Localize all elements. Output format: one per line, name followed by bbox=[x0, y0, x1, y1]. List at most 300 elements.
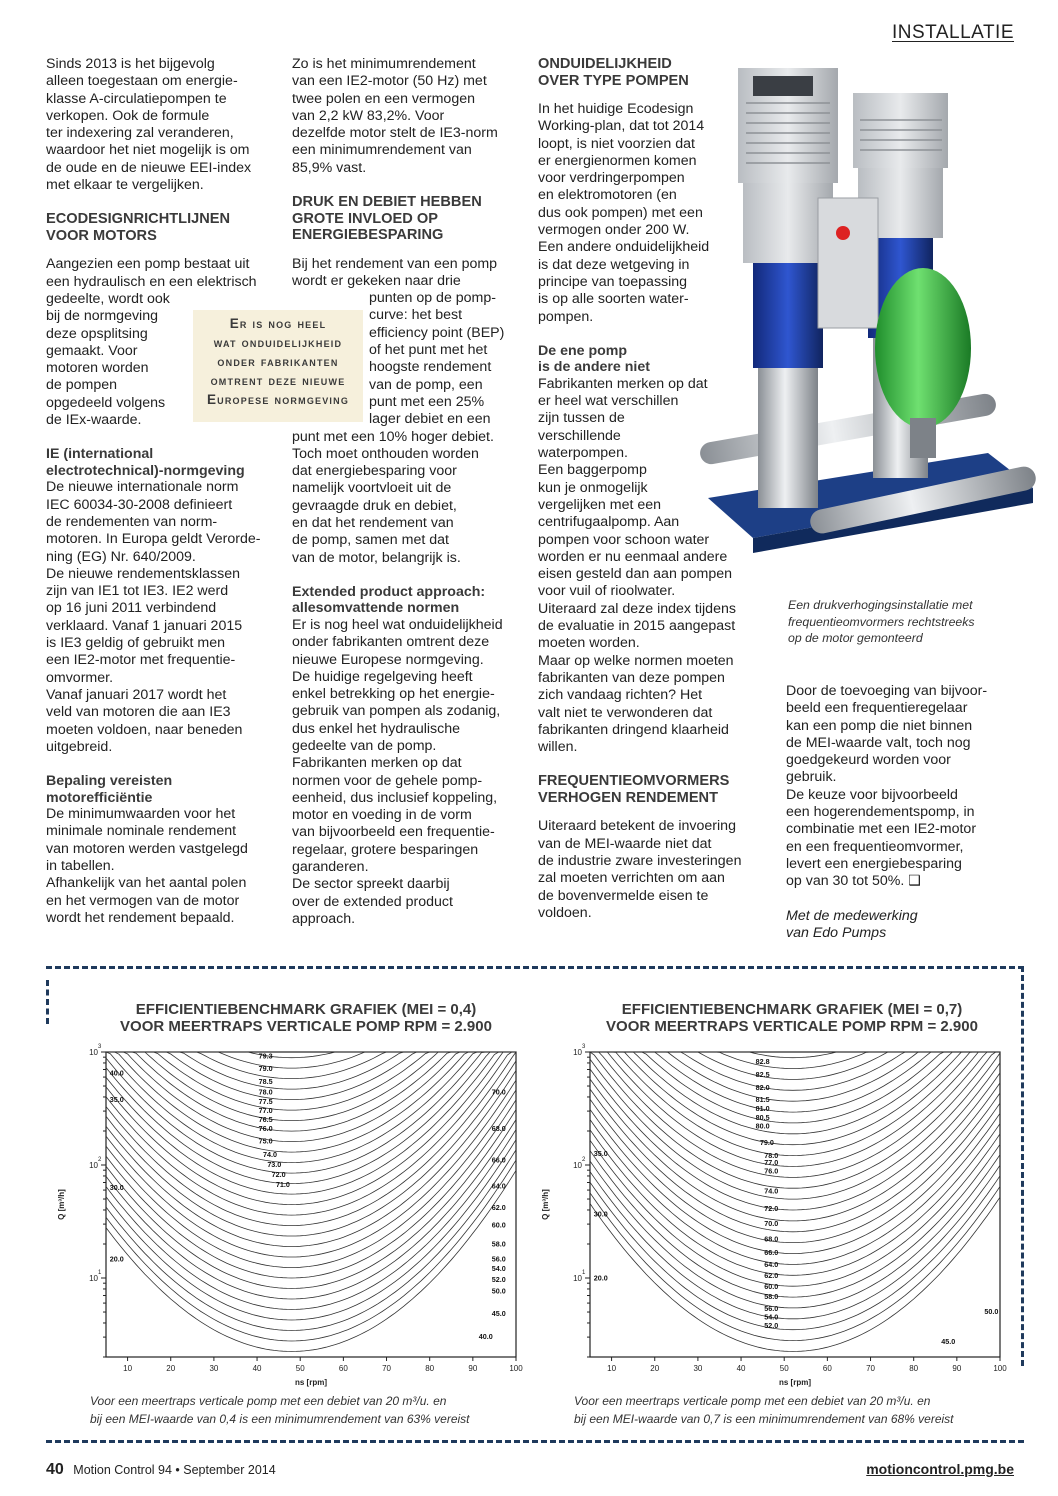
text-line: op van 30 tot 50%. ❑ bbox=[786, 873, 921, 890]
contour-line bbox=[590, 1197, 1000, 1351]
text-line: Europese normgeving bbox=[206, 392, 350, 407]
text-line: Extended product approach: bbox=[292, 583, 486, 600]
text-line: electrotechnical)-normgeving bbox=[46, 462, 245, 479]
text-line: dezelfde motor stelt de IE3-norm bbox=[292, 125, 498, 142]
text-line: normen voor de gehele pomp- bbox=[292, 772, 483, 789]
c1-p2a bbox=[46, 256, 271, 291]
section-tag: INSTALLATIE bbox=[892, 22, 1014, 43]
contour-label: 45.0 bbox=[941, 1337, 956, 1347]
text-line: namelijk voortvloeit uit de bbox=[292, 480, 452, 497]
contour-label: 75.0 bbox=[258, 1136, 273, 1146]
text-line: hoogste rendement bbox=[369, 359, 492, 376]
credit bbox=[786, 908, 1018, 943]
text-line: en elektromotoren (en bbox=[538, 187, 677, 204]
x-tick-label: 50 bbox=[295, 1364, 305, 1373]
text-line: van de MEI-waarde niet dat bbox=[538, 835, 712, 852]
chart-mei-0-7 bbox=[530, 1042, 1010, 1387]
contour-label: 72.0 bbox=[764, 1204, 779, 1214]
contour-line bbox=[106, 1160, 516, 1341]
text-line: er heel wat verschillen bbox=[538, 393, 679, 410]
text-line: fabrikanten dringend klaarheid bbox=[538, 721, 729, 738]
c3-p3 bbox=[538, 818, 753, 922]
contour-line bbox=[106, 1052, 516, 1173]
text-line: verkopen. Ook de formule bbox=[46, 107, 210, 124]
text-line: combinatie met een IE2-motor bbox=[786, 821, 977, 838]
text-line: voor verdringerpompen bbox=[538, 170, 685, 187]
text-line: Afhankelijk van het aantal polen bbox=[46, 875, 247, 892]
text-line: vermogen onder 200 W. bbox=[538, 222, 690, 239]
contour-line bbox=[106, 1052, 516, 1226]
text-line: van motoren werden vastgelegd bbox=[46, 840, 248, 857]
text-line: van de motor, belangrijk is. bbox=[292, 549, 461, 566]
text-line: de MEI-waarde valt, toch nog bbox=[786, 734, 971, 751]
heading-frequentieomvormers bbox=[538, 773, 753, 806]
c1-p4 bbox=[46, 806, 271, 927]
text-line: van een IE2-motor (50 Hz) met bbox=[292, 73, 487, 90]
contour-line bbox=[106, 1052, 516, 1163]
x-tick-label: 50 bbox=[779, 1364, 789, 1373]
text-line: motor en voeding in de vorm bbox=[292, 807, 472, 824]
text-line: In het huidige Ecodesign bbox=[538, 101, 694, 117]
contour-label: 62.0 bbox=[764, 1271, 779, 1281]
text-line: pompen. bbox=[538, 308, 594, 325]
text-line: zijn tussen de bbox=[538, 410, 625, 427]
text-line: van Edo Pumps bbox=[786, 924, 887, 941]
chart-1-caption bbox=[90, 1392, 530, 1428]
contour-label: 77.0 bbox=[258, 1105, 273, 1115]
text-line: een IE2-motor met frequentie- bbox=[46, 652, 236, 669]
text-line: GROTE INVLOED OP bbox=[292, 210, 438, 227]
contour-line bbox=[106, 1170, 516, 1351]
contour-label: 70.0 bbox=[764, 1218, 779, 1228]
y-tick-label: 10 bbox=[573, 1048, 582, 1057]
x-tick-label: 40 bbox=[252, 1364, 262, 1373]
y-axis-label: Q [m³/h] bbox=[57, 1189, 66, 1220]
x-tick-label: 90 bbox=[468, 1364, 478, 1373]
text-line: voor vuil of rioolwater. bbox=[538, 583, 676, 600]
text-line: dus ook pompen) met een bbox=[538, 204, 703, 221]
contour-label: 81.5 bbox=[755, 1095, 770, 1105]
text-line: moeten worden. bbox=[538, 635, 640, 652]
text-line: OVER TYPE POMPEN bbox=[538, 72, 689, 89]
text-line: kan een pomp die niet binnen bbox=[786, 717, 973, 734]
y-tick-exponent: 2 bbox=[98, 1157, 102, 1164]
contour-label: 56.0 bbox=[491, 1254, 506, 1264]
contour-label: 35.0 bbox=[593, 1149, 608, 1159]
contour-label: 54.0 bbox=[491, 1264, 506, 1274]
text-line: opgedeeld volgens bbox=[46, 394, 166, 411]
text-line: gebruik. bbox=[786, 769, 837, 786]
contour-line bbox=[106, 1052, 516, 1100]
text-line: dat energiebesparing voor bbox=[292, 463, 457, 480]
c2-p2c bbox=[292, 429, 517, 567]
text-line: VERHOGEN RENDEMENT bbox=[538, 789, 719, 806]
text-line: omtrent deze nieuwe bbox=[210, 373, 346, 388]
contour-label: 76.5 bbox=[258, 1115, 273, 1125]
x-tick-label: 10 bbox=[607, 1364, 617, 1373]
chart-mei-0-4 bbox=[46, 1042, 526, 1387]
text-line: alleen toegestaan om energie- bbox=[46, 73, 238, 90]
text-line: fabrikanten van deze pompen bbox=[538, 669, 725, 686]
contour-label: 64.0 bbox=[764, 1260, 779, 1270]
text-line: pompen voor schoon water bbox=[538, 531, 710, 548]
text-line: Uiteraard zal deze index tijdens bbox=[538, 600, 736, 617]
y-axis-label: Q [m³/h] bbox=[541, 1189, 550, 1220]
text-line: wat onduidelijkheid bbox=[213, 335, 343, 350]
text-line: de IEx-waarde. bbox=[46, 412, 142, 429]
footer-left bbox=[46, 1461, 276, 1479]
contour-line bbox=[106, 1087, 516, 1268]
c2-p2a bbox=[292, 256, 517, 291]
text-line: waterpompen. bbox=[538, 445, 628, 462]
contour-line bbox=[590, 1052, 1000, 1134]
x-tick-label: 60 bbox=[822, 1364, 832, 1373]
heading-extended bbox=[292, 584, 517, 617]
text-line: gevraagde druk en debiet, bbox=[292, 497, 457, 514]
footer-url[interactable]: motioncontrol.pmg.be bbox=[866, 1461, 1014, 1477]
contour-label: 50.0 bbox=[984, 1307, 999, 1317]
text-line: Een drukverhogingsinstallatie met bbox=[788, 598, 973, 612]
text-line: eisen gesteld dan aan pompen bbox=[538, 566, 733, 583]
contour-line bbox=[590, 1052, 1000, 1112]
text-line: twee polen en een vermogen bbox=[292, 90, 475, 107]
text-line: klasse A-circulatiepompen te bbox=[46, 90, 227, 107]
text-line: de evaluatie in 2015 aangepast bbox=[538, 618, 736, 635]
text-line: er energienormen komen bbox=[538, 152, 697, 169]
text-line: Bij het rendement van een pomp bbox=[292, 255, 498, 272]
text-line: op 16 juni 2011 verbindend bbox=[46, 600, 217, 617]
column-1 bbox=[46, 56, 271, 927]
contour-label: 74.0 bbox=[764, 1186, 779, 1196]
text-line: en dat het rendement van bbox=[292, 515, 454, 532]
text-line: De nieuwe internationale norm bbox=[46, 479, 239, 496]
text-line: uitgebreid. bbox=[46, 738, 113, 755]
text-line: motoren worden bbox=[46, 360, 149, 377]
contour-label: 77.0 bbox=[764, 1158, 779, 1168]
text-line: Er is nog heel wat onduidelijkheid bbox=[292, 616, 503, 633]
contour-label: 66.0 bbox=[764, 1247, 779, 1257]
text-line: motorefficiëntie bbox=[46, 789, 153, 806]
photo-caption bbox=[788, 597, 1018, 647]
y-tick-label: 10 bbox=[573, 1161, 582, 1171]
text-line: is de andere niet bbox=[538, 359, 650, 376]
text-line: allesomvattende normen bbox=[292, 600, 460, 617]
contour-label: 45.0 bbox=[491, 1309, 506, 1319]
text-line: Er is nog heel bbox=[229, 316, 327, 331]
text-line: met elkaar te vergelijken. bbox=[46, 177, 204, 194]
text-line: nieuwe Europese normgeving. bbox=[292, 651, 484, 668]
x-tick-label: 20 bbox=[650, 1364, 660, 1373]
text-line: frequentieomvormers rechtstreeks bbox=[788, 614, 975, 629]
contour-label: 82.5 bbox=[755, 1070, 770, 1080]
text-line: minimale nominale rendement bbox=[46, 823, 237, 840]
text-line: onder fabrikanten omtrent deze bbox=[292, 634, 490, 651]
text-line: verklaard. Vanaf 1 januari 2015 bbox=[46, 617, 243, 634]
contour-label: 40.0 bbox=[109, 1068, 124, 1078]
text-line: Vanaf januari 2017 wordt het bbox=[46, 686, 227, 703]
text-line: bij een MEI-waarde van 0,7 is een minimumrendement van 68% vereist bbox=[574, 1412, 954, 1426]
contour-label: 35.0 bbox=[109, 1095, 124, 1105]
contour-label: 20.0 bbox=[593, 1273, 608, 1283]
text-line: van 2,2 kW 83,2%. Voor bbox=[292, 107, 445, 124]
x-axis-label: ns [rpm] bbox=[295, 1378, 327, 1387]
contour-line bbox=[106, 1100, 516, 1278]
text-line: FREQUENTIEOMVORMERS bbox=[538, 773, 730, 790]
contour-label: 60.0 bbox=[764, 1281, 779, 1291]
text-line: EFFICIENTIEBENCHMARK GRAFIEK (MEI = 0,4) bbox=[135, 1001, 477, 1018]
y-tick-exponent: 1 bbox=[582, 1270, 586, 1277]
contour-label: 77.5 bbox=[258, 1097, 273, 1107]
text-line: de industrie zware investeringen bbox=[538, 852, 742, 869]
contour-label: 70.0 bbox=[491, 1087, 506, 1097]
contour-line bbox=[590, 1052, 1000, 1069]
contour-line bbox=[590, 1103, 1000, 1253]
contour-label: 66.0 bbox=[491, 1155, 506, 1165]
text-line: Een baggerpomp bbox=[538, 462, 647, 479]
text-line: De huidige regelgeving heeft bbox=[292, 668, 473, 685]
text-line: bij een MEI-waarde van 0,4 is een minimumrendement van 63% vereist bbox=[90, 1412, 470, 1426]
contour-line bbox=[106, 1052, 516, 1089]
text-line: Maar op welke normen moeten bbox=[538, 652, 734, 669]
text-line: approach. bbox=[292, 910, 356, 927]
contour-label: 40.0 bbox=[478, 1331, 493, 1341]
contour-line bbox=[106, 1071, 516, 1247]
text-line: worden er nu eenmaal andere bbox=[538, 548, 728, 565]
text-line: verschillende bbox=[538, 427, 621, 444]
text-line: veld van motoren die aan IE3 bbox=[46, 704, 231, 721]
contour-label: 68.0 bbox=[491, 1123, 506, 1133]
contour-line bbox=[106, 1150, 516, 1331]
text-line: wordt er gekeken naar drie bbox=[292, 272, 461, 289]
contour-label: 80.5 bbox=[755, 1113, 770, 1123]
text-line: motoren. In Europa geldt Verorde- bbox=[46, 531, 261, 548]
contour-line bbox=[106, 1061, 516, 1236]
text-line: De keuze voor bijvoorbeeld bbox=[786, 786, 958, 803]
text-line: een hogerendementspomp, in bbox=[786, 804, 975, 821]
contour-label: 56.0 bbox=[764, 1304, 779, 1314]
text-line: eenheid, dus inclusief koppeling, bbox=[292, 789, 498, 806]
text-line: een hydraulisch en een elektrisch bbox=[46, 273, 257, 290]
contour-line bbox=[590, 1093, 1000, 1243]
text-line: lager debiet en een bbox=[369, 411, 491, 428]
contour-label: 50.0 bbox=[491, 1286, 506, 1296]
contour-line bbox=[106, 1052, 516, 1121]
text-line: Met de medewerking bbox=[786, 907, 918, 924]
text-line: gebruik van pompen als zodanig, bbox=[292, 703, 501, 720]
contour-label: 82.0 bbox=[755, 1083, 770, 1093]
y-tick-label: 10 bbox=[89, 1048, 98, 1057]
text-line: bij de normgeving bbox=[46, 308, 158, 325]
text-line: de bovenvermelde eisen te bbox=[538, 887, 709, 904]
text-line: van de pomp, een bbox=[369, 376, 483, 393]
heading-bepaling bbox=[46, 773, 271, 806]
text-line: 85,9% vast. bbox=[292, 159, 367, 176]
frame-top bbox=[46, 966, 1024, 969]
contour-label: 79.3 bbox=[258, 1051, 273, 1061]
x-tick-label: 70 bbox=[382, 1364, 391, 1373]
text-line: IE (international bbox=[46, 446, 154, 463]
contour-label: 20.0 bbox=[109, 1254, 124, 1264]
c4-p1 bbox=[786, 683, 1018, 891]
text-line: ning (EG) Nr. 640/2009. bbox=[46, 548, 196, 565]
contour-label: 62.0 bbox=[491, 1202, 506, 1212]
pump-installation-photo bbox=[658, 58, 1038, 593]
heading-druk-debiet bbox=[292, 194, 517, 244]
text-line: goedgekeurd worden voor bbox=[786, 752, 951, 769]
text-line: levert een energiebesparing bbox=[786, 855, 962, 872]
x-tick-label: 80 bbox=[425, 1364, 435, 1373]
text-line: EFFICIENTIEBENCHMARK GRAFIEK (MEI = 0,7) bbox=[621, 1001, 963, 1018]
text-line: Aangezien een pomp bestaat uit bbox=[46, 256, 250, 273]
text-line: ONDUIDELIJKHEID bbox=[538, 56, 672, 72]
x-tick-label: 30 bbox=[209, 1364, 219, 1373]
contour-label: 74.0 bbox=[263, 1149, 277, 1159]
contour-label: 58.0 bbox=[764, 1292, 779, 1302]
contour-line bbox=[106, 1120, 516, 1299]
text-line: De sector spreekt daarbij bbox=[292, 876, 450, 893]
text-line: ter indexering zal veranderen, bbox=[46, 125, 234, 142]
text-line: vergelijken met een bbox=[538, 496, 662, 513]
text-line: is dat deze wetgeving in bbox=[538, 256, 690, 273]
contour-label: 68.0 bbox=[764, 1234, 779, 1244]
x-tick-label: 100 bbox=[509, 1364, 523, 1373]
text-line: en het vermogen van de motor bbox=[46, 892, 240, 909]
text-line: punt met een 25% bbox=[369, 393, 485, 410]
text-line: ENERGIEBESPARING bbox=[292, 227, 444, 244]
text-line: loopt, is niet voorzien dat bbox=[538, 135, 695, 152]
text-line: moeten voldoen, naar beneden bbox=[46, 721, 243, 738]
text-line: Working-plan, dat tot 2014 bbox=[538, 118, 705, 135]
contour-label: 78.5 bbox=[258, 1077, 273, 1087]
x-tick-label: 40 bbox=[736, 1364, 746, 1373]
text-line: beeld een frequentieregelaar bbox=[786, 700, 968, 717]
text-line: dus enkel het hydraulische bbox=[292, 720, 460, 737]
chart-1-title bbox=[66, 1001, 546, 1035]
text-line: op de motor gemonteerd bbox=[788, 631, 923, 645]
x-tick-label: 90 bbox=[952, 1364, 962, 1373]
contour-label: 71.0 bbox=[275, 1179, 290, 1189]
x-tick-label: 20 bbox=[166, 1364, 176, 1373]
heading-ecodesign-motors bbox=[46, 211, 271, 244]
y-tick-label: 10 bbox=[573, 1274, 582, 1284]
text-line: Uiteraard betekent de invoering bbox=[538, 818, 736, 835]
chart-2-title bbox=[552, 1001, 1032, 1035]
x-tick-label: 100 bbox=[993, 1364, 1007, 1373]
x-tick-label: 10 bbox=[123, 1364, 133, 1373]
y-tick-exponent: 3 bbox=[582, 1044, 586, 1050]
text-line: zich vandaag richten? Het bbox=[538, 687, 703, 704]
contour-line bbox=[590, 1052, 1000, 1188]
frame-bottom bbox=[46, 1440, 1024, 1443]
contour-line bbox=[106, 1080, 516, 1257]
contour-label: 72.0 bbox=[271, 1170, 286, 1180]
text-line: valt niet te verwonderen dat bbox=[538, 704, 713, 721]
text-line: gemaakt. Voor bbox=[46, 342, 138, 359]
c1-p3 bbox=[46, 479, 271, 756]
text-line: Zo is het minimumrendement bbox=[292, 56, 476, 72]
text-line: in tabellen. bbox=[46, 857, 115, 874]
x-tick-label: 30 bbox=[693, 1364, 703, 1373]
text-line: Bepaling vereisten bbox=[46, 773, 173, 790]
x-axis-label: ns [rpm] bbox=[779, 1378, 811, 1387]
text-line: Sinds 2013 is het bijgevolg bbox=[46, 56, 215, 72]
text-line: of het punt met het bbox=[369, 342, 488, 359]
text-line: de rendementen van norm- bbox=[46, 513, 218, 530]
c2-p2b bbox=[292, 290, 517, 428]
text-line: gedeelte van de pomp. bbox=[292, 738, 437, 754]
contour-line bbox=[590, 1052, 1000, 1159]
contour-line bbox=[106, 1140, 516, 1320]
x-tick-label: 60 bbox=[338, 1364, 348, 1373]
text-line: De minimumwaarden voor het bbox=[46, 806, 236, 823]
text-line: Door de toevoeging van bijvoor- bbox=[786, 683, 988, 699]
text-line: IEC 60034-30-2008 definieert bbox=[46, 496, 233, 513]
text-line: waardoor het niet mogelijk is om bbox=[46, 142, 250, 159]
contour-line bbox=[106, 1052, 516, 1068]
text-line: voldoen. bbox=[538, 904, 592, 921]
y-tick-exponent: 3 bbox=[98, 1044, 102, 1050]
frame-left bbox=[46, 980, 49, 1024]
contour-line bbox=[590, 1083, 1000, 1232]
contour-line bbox=[106, 1110, 516, 1289]
c1-p1 bbox=[46, 56, 271, 194]
contour-label: 81.0 bbox=[755, 1104, 770, 1114]
y-tick-exponent: 1 bbox=[98, 1270, 102, 1277]
text-line: efficiency point (BEP) bbox=[369, 324, 505, 341]
contour-label: 79.0 bbox=[759, 1138, 774, 1148]
contour-label: 54.0 bbox=[764, 1312, 779, 1322]
contour-label: 58.0 bbox=[491, 1239, 506, 1249]
text-line: Toch moet onthouden worden bbox=[292, 445, 479, 462]
y-tick-label: 10 bbox=[89, 1161, 98, 1171]
page-number: 40 bbox=[46, 1461, 64, 1478]
text-line: is IE3 geldig of gebruikt men bbox=[46, 635, 226, 652]
text-line: VOOR MOTORS bbox=[46, 227, 157, 244]
y-tick-label: 10 bbox=[89, 1274, 98, 1284]
text-line: VOOR MEERTRAPS VERTICALE POMP RPM = 2.900 bbox=[120, 1018, 492, 1035]
issue-info: Motion Control 94 • September 2014 bbox=[73, 1463, 276, 1477]
y-tick-exponent: 2 bbox=[582, 1157, 586, 1164]
contour-label: 60.0 bbox=[491, 1220, 506, 1230]
contour-label: 76.0 bbox=[764, 1166, 779, 1176]
text-line: punt met een 10% hoger debiet. bbox=[292, 428, 494, 445]
text-line: deze opsplitsing bbox=[46, 325, 148, 342]
text-line: garanderen. bbox=[292, 859, 369, 876]
text-line: De ene pomp bbox=[538, 342, 628, 359]
text-line: ECODESIGNRICHTLIJNEN bbox=[46, 211, 231, 228]
x-tick-label: 70 bbox=[866, 1364, 875, 1373]
text-line: en een frequentieomvormer, bbox=[786, 838, 964, 855]
text-line: enkel betrekking op het energie- bbox=[292, 686, 495, 703]
heading-ie bbox=[46, 446, 271, 479]
text-line: gedeelte, wordt ook bbox=[46, 290, 170, 307]
text-line: punten op de pomp- bbox=[369, 290, 496, 307]
text-line: Voor een meertraps verticale pomp met een debiet van 20 m³/u. en bbox=[574, 1394, 931, 1408]
text-line: Een andere onduidelijkheid bbox=[538, 239, 710, 256]
contour-label: 30.0 bbox=[593, 1209, 608, 1219]
text-line: curve: het best bbox=[369, 307, 463, 324]
text-line: de pompen bbox=[46, 377, 117, 394]
contour-label: 52.0 bbox=[491, 1275, 506, 1285]
text-line: zijn van IE1 tot IE3. IE2 werd bbox=[46, 583, 229, 600]
column-2 bbox=[292, 56, 517, 928]
contour-label: 76.0 bbox=[258, 1123, 273, 1133]
text-line: De nieuwe rendementsklassen bbox=[46, 565, 241, 582]
text-line: Fabrikanten merken op dat bbox=[538, 375, 708, 392]
contour-label: 78.0 bbox=[764, 1151, 779, 1161]
x-tick-label: 80 bbox=[909, 1364, 919, 1373]
text-line: regelaar, grotere besparingen bbox=[292, 841, 479, 858]
